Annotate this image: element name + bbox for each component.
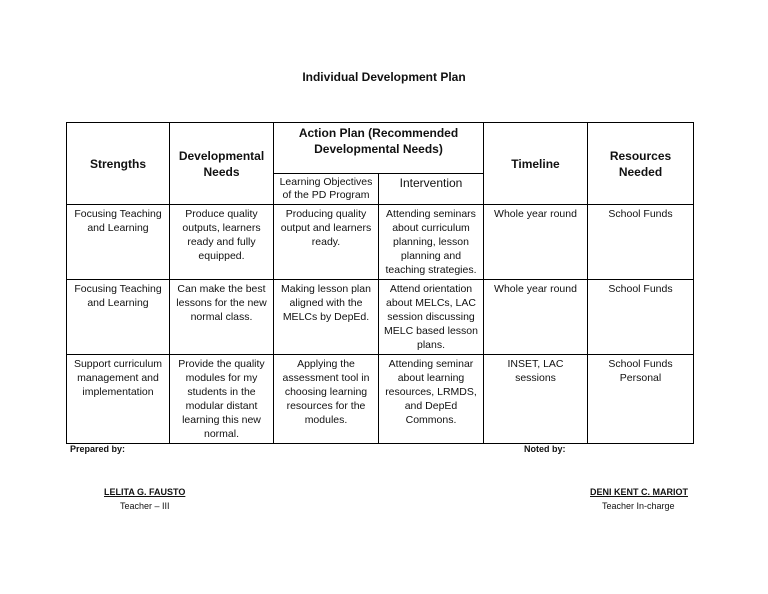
cell-timeline: INSET, LAC sessions	[484, 355, 588, 444]
header-strengths: Strengths	[67, 123, 170, 205]
cell-strengths: Focusing Teaching and Learning	[67, 280, 170, 355]
table-row	[67, 280, 694, 355]
cell-intervention: Attend orientation about MELCs, LAC session discussing MELC based lesson plans.	[379, 280, 484, 355]
table-row	[67, 355, 694, 444]
noter-name: DENI KENT C. MARIOT	[590, 487, 688, 497]
document-title: Individual Development Plan	[302, 70, 466, 84]
cell-resources: School Funds	[588, 280, 694, 355]
cell-needs: Can make the best lessons for the new normal class.	[170, 280, 274, 355]
header-timeline: Timeline	[484, 123, 588, 205]
table-row	[67, 205, 694, 280]
cell-timeline: Whole year round	[484, 205, 588, 280]
cell-objectives: Applying the assessment tool in choosing learning resources for the modules.	[274, 355, 379, 444]
cell-intervention: Attending seminars about curriculum planning, lesson planning and teaching strategies.	[379, 205, 484, 280]
cell-strengths: Focusing Teaching and Learning	[67, 205, 170, 280]
cell-objectives: Producing quality output and learners ready.	[274, 205, 379, 280]
cell-resources: School Funds	[588, 205, 694, 280]
cell-objectives: Making lesson plan aligned with the MELCs by DepEd.	[274, 280, 379, 355]
preparer-name: LELITA G. FAUSTO	[104, 487, 186, 497]
noted-by-label: Noted by:	[524, 444, 566, 454]
cell-needs: Produce quality outputs, learners ready and fully equipped.	[170, 205, 274, 280]
cell-timeline: Whole year round	[484, 280, 588, 355]
cell-intervention: Attending seminar about learning resources, LRMDS, and DepEd Commons.	[379, 355, 484, 444]
preparer-role: Teacher – III	[120, 501, 170, 511]
header-resources-needed: Resources Needed	[588, 123, 694, 205]
cell-needs: Provide the quality modules for my students in the modular distant learning this new normal.	[170, 355, 274, 444]
header-intervention: Intervention	[379, 174, 484, 205]
development-plan-table	[66, 122, 694, 444]
cell-resources: School Funds Personal	[588, 355, 694, 444]
header-row-1	[67, 123, 694, 174]
header-developmental-needs: Developmental Needs	[170, 123, 274, 205]
noter-role: Teacher In-charge	[602, 501, 675, 511]
header-learning-objectives: Learning Objectives of the PD Program	[274, 174, 379, 205]
cell-strengths: Support curriculum management and implementation	[67, 355, 170, 444]
prepared-by-label: Prepared by:	[70, 444, 126, 454]
header-action-plan: Action Plan (Recommended Developmental Needs)	[274, 123, 484, 174]
